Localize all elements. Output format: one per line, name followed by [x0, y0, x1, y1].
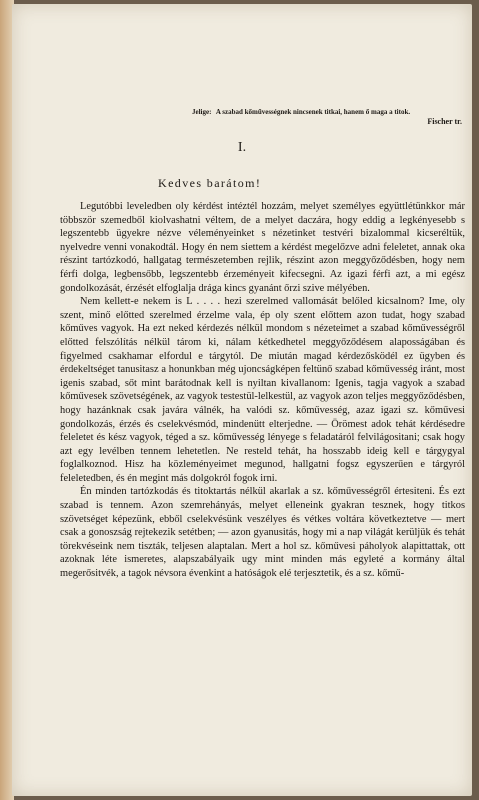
motto-text: A szabad kőművességnek nincsenek titkai, hanem ő maga a titok.: [215, 108, 411, 116]
paragraph-1: Legutóbbi leveledben oly kérdést intéztél hozzám, melyet személyes együttlétünkkor már többször szemedből kiolvashatni véltem, de a melyet daczára, hogy eddig a legkényesebb s legszentebb ügyekre nézve véleményeinket s nézetinket testvéri bizalommal kicseréltük, nyelvedre venni vonakodtál. Hogy én nem siettem a kérdést megelőzve adni feleletet, annak oka részint tartózkodó, hallgatag természetemben rejlik, részint azon meggyőződésben, hogy nem férfi dolga, legbensőbb, legszentebb érzeményeit kifecsegni. Az igazi férfi azt, a mi egész gondolkozását, érzését elfoglalja drága kincs gyanánt őrzi szive mélyében.: [60, 201, 465, 294]
motto-author: Fischer tr.: [427, 117, 462, 126]
paragraph-2: Nem kellett-e nekem is L . . . . hezi szerelmed vallomását belőled kicsalnom? Ime, oly szent, minő előtted szerelmed érzelme vala, ép oly szent előttem azon tudat, hogy szabad kőműves vagyok. Ha ezt neked kérdezés nélkül mondom s nézeteimet a szabad kőművességről előtted felszólítás nélkül tárom ki, nálam kétkedhetel meggyőződésem alaposságában és figyelmed csakhamar elfordul e tárgytól. De miután magad kérdezősködél ez ügyben és érdekeltséget tanusitasz a honunkban még ujoncságképen feltünő szabad kőművesség iránt, most igenis szabad, sőt mint barátodnak kell is nyiltan kivallanom: Igenis, tagja vagyok a szabad kőművesek szövetségének, az vagyok testestül-lelkestül, az vagyok azon teljes meggyőződésben, hogy hazánknak csak javára válnék, ha valódi sz. kőművesség, azaz igazi sz. kőművesi gondolkozás, érzés és cselekvésmód, mindenütt elterjedne. — Örömest adok tehát kérdésedre feleletet és kész vagyok, téged a sz. kőművesség lényege s feladatáról felvilágositani; csak hogy azt egy levélben tennem lehetetlen. Ne resteld tehát, ha hosszabb ideig kell e tárgygyal foglalkoznod. Hisz ha közleményeimet megunod, hallgatni fogsz egyszerűen e tárgyról feleletedben, és én megint más dolgokról fogok irni.: [60, 296, 465, 484]
letter-body: [60, 200, 465, 581]
motto-block: [192, 108, 462, 126]
section-number: I.: [237, 140, 247, 155]
book-page: [12, 4, 472, 796]
paragraph-3: Én minden tartózkodás és titoktartás nélkül akarlak a sz. kőművességről értesiteni. És ezt szabad is tennem. Azon szemrehányás, melyet elleneink gyakran tesznek, hogy titkos szövetséget képezünk, ebből cselekvésünk veszélyes és vétkes voltára következtetve — mert csak a gonoszság rejtekezik setétben; — azon gyanusitás, hogy mi a nap világát kerüljük és tehát törekvéseink nem tiszták, teljesen alaptalan. Mert a hol sz. kőművesi páholyok alapittattak, ott azoknak léte ismeretes, alapszabályaik ugy mint minden más egyleté a kormány által megerősitvék, a tagok névsora évenkint a hatóságok elé terjesztetik, és a sz. kőmű-: [60, 486, 465, 580]
salutation: Kedves barátom!: [158, 176, 262, 190]
motto-label: Jelige:: [192, 108, 212, 116]
